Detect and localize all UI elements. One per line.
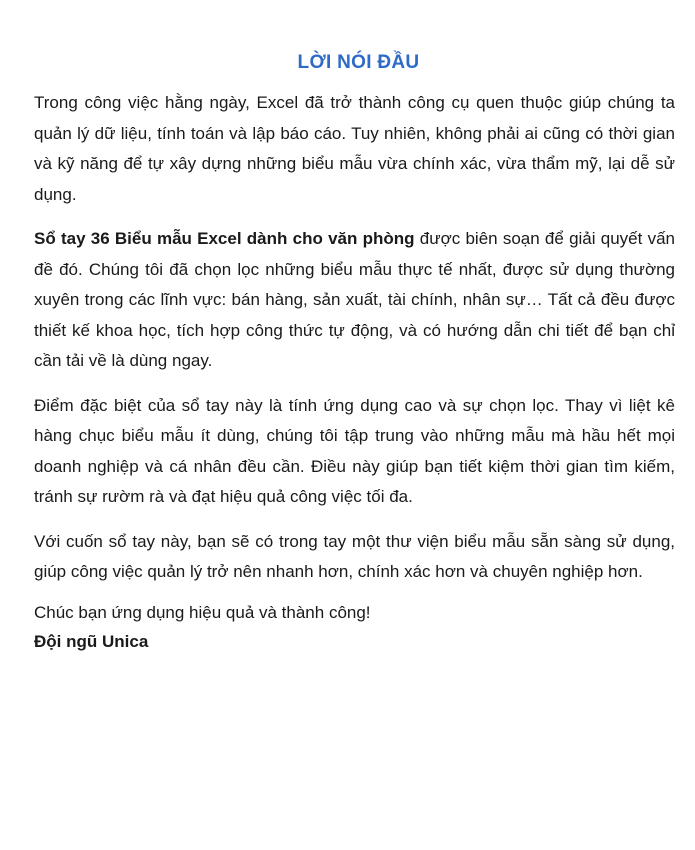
- book-description-text: được biên soạn để giải quyết vấn đề đó. Chúng tôi đã chọn lọc những biểu mẫu thực tế nhất, được sử dụng thường xuyên trong các lĩnh vực: bán hàng, sản xuất, tài chính, nhân sự… Tất cả đều được thiết kế khoa học, tích hợp công thức tự động, và có hướng dẫn chi tiết để bạn chỉ cần tải về là dùng ngay.: [34, 229, 675, 370]
- signature: Đội ngũ Unica: [34, 631, 149, 651]
- paragraph-intro: Trong công việc hằng ngày, Excel đã trở thành công cụ quen thuộc giúp chúng ta quản lý dữ liệu, tính toán và lập báo cáo. Tuy nhiên, không phải ai cũng có thời gian và kỹ năng để tự xây dựng những biểu mẫu vừa chính xác, vừa thẩm mỹ, lại dễ sử dụng.: [34, 93, 675, 204]
- document-page: [34, 52, 675, 656]
- page-title: LỜI NÓI ĐẦU: [297, 52, 420, 73]
- closing-line: Chúc bạn ứng dụng hiệu quả và thành công!: [34, 602, 371, 622]
- paragraph-conclusion: Với cuốn sổ tay này, bạn sẽ có trong tay một thư viện biểu mẫu sẵn sàng sử dụng, giúp công việc quản lý trở nên nhanh hơn, chính xác hơn và chuyên nghiệp hơn.: [34, 531, 675, 581]
- book-title-bold: Sổ tay 36 Biểu mẫu Excel dành cho văn phòng: [34, 229, 415, 248]
- paragraph-book-description: [34, 224, 675, 377]
- paragraph-highlights: Điểm đặc biệt của sổ tay này là tính ứng dụng cao và sự chọn lọc. Thay vì liệt kê hàng chục biểu mẫu ít dùng, chúng tôi tập trung vào những mẫu mà hầu hết mọi doanh nghiệp và cá nhân đều cần. Điều này giúp bạn tiết kiệm thời gian tìm kiếm, tránh sự rườm rà và đạt hiệu quả công việc tối đa.: [34, 395, 675, 506]
